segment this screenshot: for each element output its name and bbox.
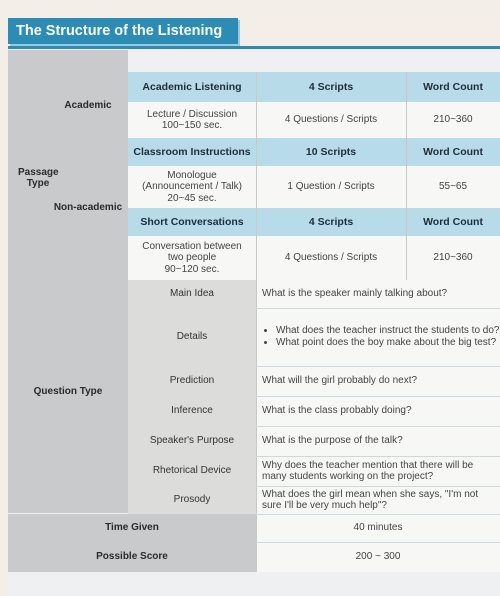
qtype-speakers-purpose: Speaker's Purpose — [128, 426, 256, 456]
label-non-academic: Non-academic — [53, 202, 123, 214]
qtype-prosody: Prosody — [128, 486, 256, 514]
details-bullet-list — [262, 325, 499, 350]
academic-listening-type — [128, 102, 256, 138]
classroom-instructions-scripts: 10 Scripts — [256, 138, 406, 166]
label-academic: Academic — [64, 100, 112, 112]
possible-score-label: Possible Score — [8, 542, 256, 572]
qtype-rhetorical-device: Rhetorical Device — [128, 456, 256, 486]
short-conversations-duration: 90~120 sec. — [164, 263, 220, 275]
divider-horizontal — [256, 542, 500, 543]
academic-listening-scripts: 4 Scripts — [256, 72, 406, 102]
classroom-instructions-type-line2: (Announcement / Talk) — [142, 181, 242, 193]
title-rule — [8, 46, 500, 49]
classroom-instructions-word-count-label: Word Count — [406, 138, 500, 166]
academic-listening-duration: 100~150 sec. — [161, 120, 223, 131]
qtype-main-idea-example: What is the speaker mainly talking about? — [256, 280, 500, 308]
time-given-value: 40 minutes — [256, 514, 500, 542]
label-passage-type-text: Passage Type — [18, 166, 59, 189]
divider-vertical — [256, 72, 257, 572]
qtype-speakers-purpose-example: What is the purpose of the talk? — [256, 426, 500, 456]
academic-listening-header: Academic Listening — [128, 72, 256, 102]
divider-vertical — [406, 72, 407, 280]
qtype-inference-example: What is the class probably doing? — [256, 396, 500, 426]
academic-listening-word-count-label: Word Count — [406, 72, 500, 102]
divider-horizontal — [256, 366, 500, 367]
qtype-main-idea: Main Idea — [128, 280, 256, 308]
classroom-instructions-type — [128, 166, 256, 208]
divider-horizontal — [256, 308, 500, 309]
divider-horizontal — [256, 426, 500, 427]
structure-table — [8, 50, 500, 596]
divider-horizontal — [256, 396, 500, 397]
short-conversations-type-line1: Conversation between — [142, 240, 242, 252]
short-conversations-questions: 4 Questions / Scripts — [256, 236, 406, 280]
short-conversations-word-count-label: Word Count — [406, 208, 500, 236]
divider-horizontal — [256, 486, 500, 487]
time-given-label: Time Given — [8, 514, 256, 542]
possible-score-value: 200 ~ 300 — [256, 542, 500, 572]
classroom-instructions-type-line1: Monologue — [167, 169, 217, 181]
details-bullet: • What point does the boy make about the big test? — [276, 337, 499, 349]
page-title: The Structure of the Listening — [8, 18, 238, 44]
qtype-prosody-example: What does the girl mean when she says, "I'm not sure I'll be very much help"? — [256, 486, 500, 514]
qtype-details-example — [256, 308, 500, 366]
label-question-type: Question Type — [33, 386, 103, 398]
classroom-instructions-duration: 20~45 sec. — [167, 192, 217, 204]
qtype-prediction-example: What will the girl probably do next? — [256, 366, 500, 396]
academic-listening-type-text: Lecture / Discussion — [146, 108, 238, 120]
classroom-instructions-header: Classroom Instructions — [128, 138, 256, 166]
left-label-column — [8, 50, 128, 513]
short-conversations-word-count: 210~360 — [406, 236, 500, 280]
qtype-prediction: Prediction — [128, 366, 256, 396]
qtype-rhetorical-device-example: Why does the teacher mention that there will be many students working on the project? — [256, 456, 500, 486]
academic-listening-word-count: 210~360 — [406, 102, 500, 138]
divider-horizontal — [256, 456, 500, 457]
short-conversations-type — [128, 236, 256, 280]
short-conversations-scripts: 4 Scripts — [256, 208, 406, 236]
short-conversations-header: Short Conversations — [128, 208, 256, 236]
divider-horizontal — [256, 514, 500, 515]
label-passage-type — [8, 158, 68, 198]
qtype-inference: Inference — [128, 396, 256, 426]
qtype-details: Details — [128, 308, 256, 366]
classroom-instructions-word-count: 55~65 — [406, 166, 500, 208]
short-conversations-type-line2: two people — [167, 252, 217, 264]
details-bullet: • What does the teacher instruct the students to do? — [276, 325, 499, 337]
classroom-instructions-questions: 1 Question / Scripts — [256, 166, 406, 208]
academic-listening-questions: 4 Questions / Scripts — [256, 102, 406, 138]
